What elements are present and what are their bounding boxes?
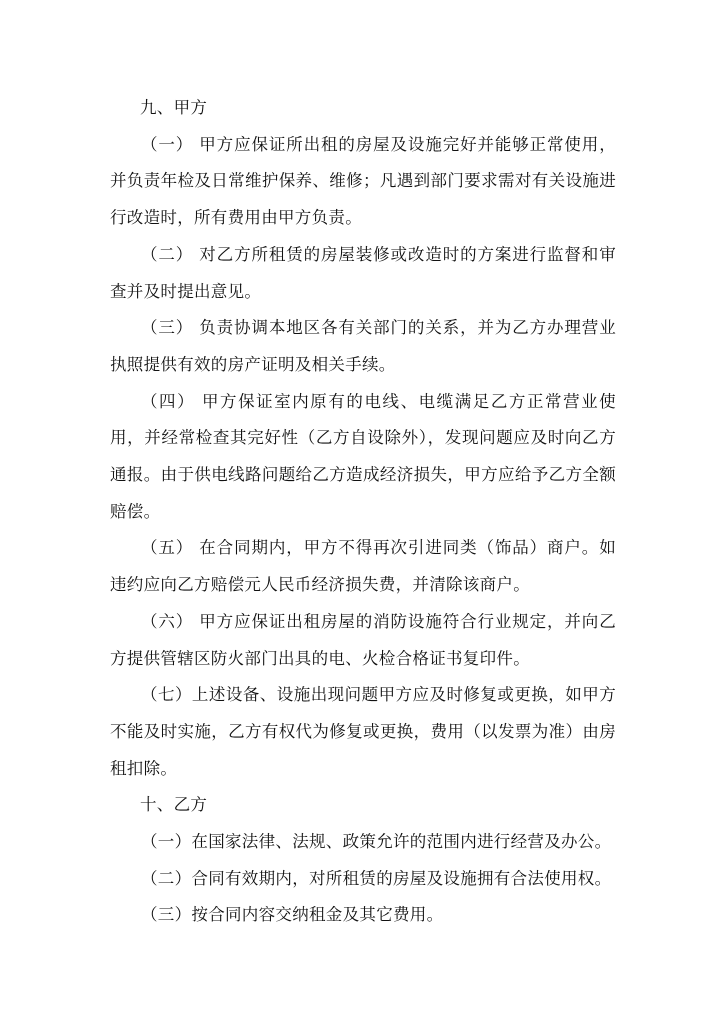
clause-9-5: （五） 在合同期内，甲方不得再次引进同类（饰品）商户。如违约应向乙方赔偿元人民币经济损失费，并清除该商户。	[110, 538, 616, 595]
clause-10-1: （一）在国家法律、法规、政策允许的范围内进行经营及办公。	[141, 832, 612, 852]
clause-9-1: （一） 甲方应保证所出租的房屋及设施完好并能够正常使用，并负责年检及日常维护保养、维修；凡遇到部门要求需对有关设施进行改造时，所有费用由甲方负责。	[110, 134, 616, 228]
clause-9-4: （四） 甲方保证室内原有的电线、电缆满足乙方正常营业使用，并经常检查其完好性（乙方自设除外），发现问题应及时向乙方通报。由于供电线路问题给乙方造成经济损失，甲方应给予乙方全额赔偿。	[110, 391, 616, 521]
clause-9-2: （二） 对乙方所租赁的房屋装修或改造时的方案进行监督和审查并及时提出意见。	[110, 244, 616, 301]
clause-10-2: （二）合同有效期内，对所租赁的房屋及设施拥有合法使用权。	[141, 868, 612, 888]
clause-9-7: （七）上述设备、设施出现问题甲方应及时修复或更换，如甲方不能及时实施，乙方有权代为修复或更换，费用（以发票为准）由房租扣除。	[110, 685, 616, 778]
section-heading-party-b: 十、乙方	[140, 795, 208, 815]
clause-9-6: （六） 甲方应保证出租房屋的消防设施符合行业规定，并向乙方提供管辖区防火部门出具的电、火检合格证书复印件。	[110, 611, 616, 668]
clause-9-3: （三） 负责协调本地区各有关部门的关系，并为乙方办理营业执照提供有效的房产证明及相关手续。	[110, 318, 616, 374]
section-heading-party-a: 九、甲方	[140, 98, 208, 117]
clause-10-3: （三）按合同内容交纳租金及其它费用。	[141, 905, 444, 925]
